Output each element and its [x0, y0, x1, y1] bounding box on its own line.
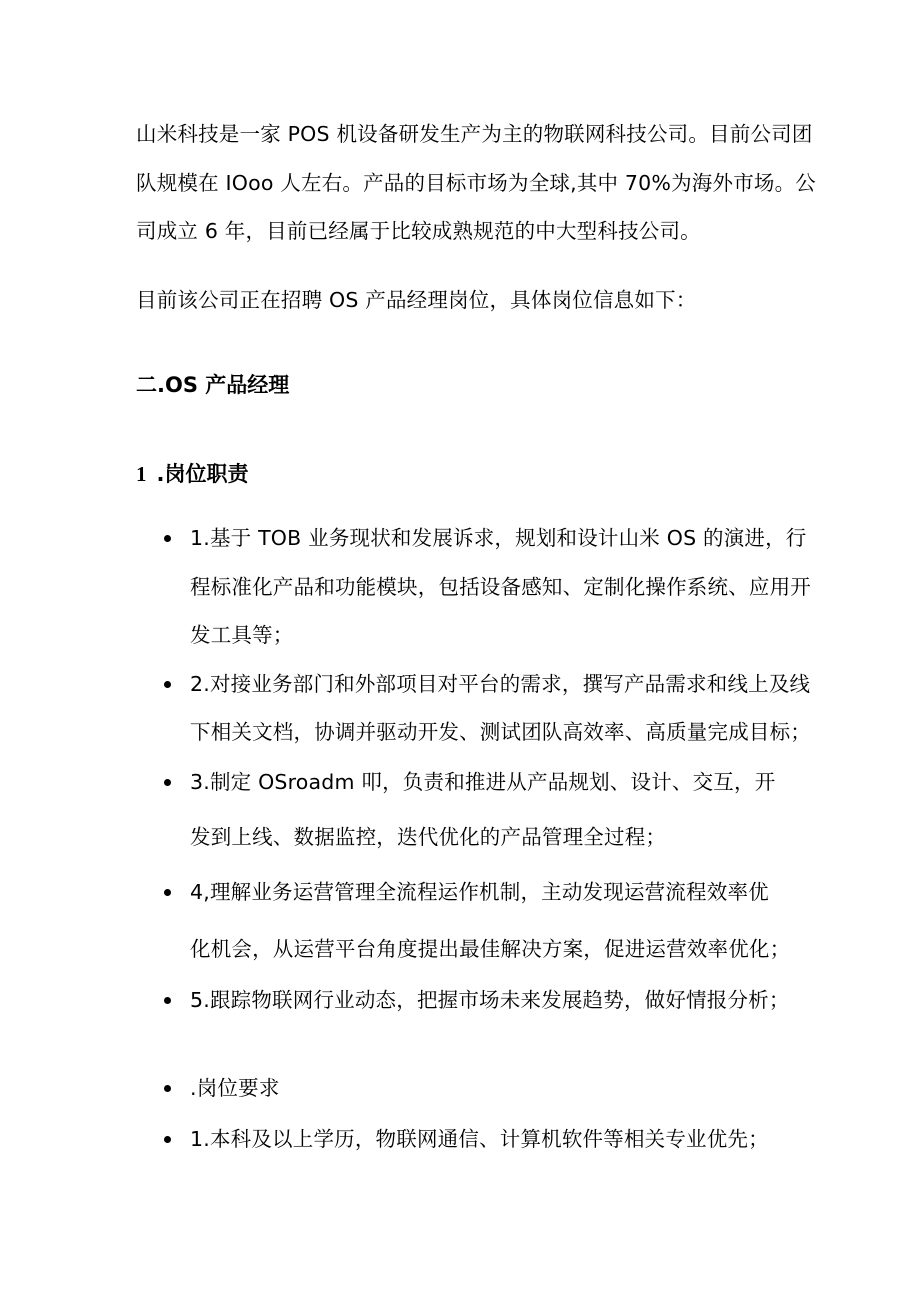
- duty-2-line-2: 下相关文档，协调并驱动开发、测试团队高效率、高质量完成目标；: [190, 720, 811, 744]
- bullet-icon: [164, 889, 171, 896]
- bullet-icon: [164, 1136, 171, 1143]
- intro-line-3: 司成立 6 年，目前已经属于比较成熟规范的中大型科技公司。: [136, 219, 701, 243]
- duty-1-line-1: 1.基于 TOB 业务现状和发展诉求，规划和设计山米 OS 的演进，行: [190, 526, 807, 550]
- bullet-icon: [164, 997, 171, 1004]
- duty-3-line-2: 发到上线、数据监控，迭代优化的产品管理全过程；: [190, 825, 667, 849]
- duty-1-line-2: 程标准化产品和功能模块，包括设备感知、定制化操作系统、应用开: [190, 575, 811, 599]
- duty-2-line-1: 2.对接业务部门和外部项目对平台的需求，撰写产品需求和线上及线: [190, 672, 811, 696]
- requirements-title: .岗位要求: [190, 1076, 280, 1100]
- duty-3-line-1: 3.制定 OSroadm 叩，负责和推进从产品规划、设计、交互，开: [190, 770, 776, 794]
- duty-4-line-2: 化机会，从运营平台角度提出最佳解决方案，促进运营效率优化；: [190, 937, 791, 961]
- duty-4-line-1: 4,理解业务运营管理全流程运作机制，主动发现运营流程效率优: [190, 880, 769, 904]
- intro-line-1: 山米科技是一家 POS 机设备研发生产为主的物联网科技公司。目前公司团: [136, 122, 813, 146]
- bullet-icon: [164, 779, 171, 786]
- intro-line-2: 队规模在 IOoo 人左右。产品的目标市场为全球,其中 70%为海外市场。公: [136, 171, 816, 195]
- duty-1-line-3: 发工具等；: [190, 623, 294, 647]
- bullet-icon: [164, 1085, 171, 1092]
- subsection-heading: [136, 462, 248, 486]
- duty-5-line-1: 5.跟踪物联网行业动态，把握市场未来发展趋势，做好情报分析；: [190, 988, 790, 1012]
- subsection-title: .岗位职责: [156, 462, 249, 486]
- subsection-number: 1: [136, 462, 147, 486]
- requirement-item-1: 1.本科及以上学历，物联网通信、计算机软件等相关专业优先；: [190, 1127, 769, 1151]
- bullet-icon: [164, 681, 171, 688]
- bullet-icon: [164, 535, 171, 542]
- section-title: 二.OS 产品经理: [136, 373, 290, 397]
- recruit-sentence: 目前该公司正在招聘 OS 产品经理岗位，具体岗位信息如下：: [136, 288, 697, 312]
